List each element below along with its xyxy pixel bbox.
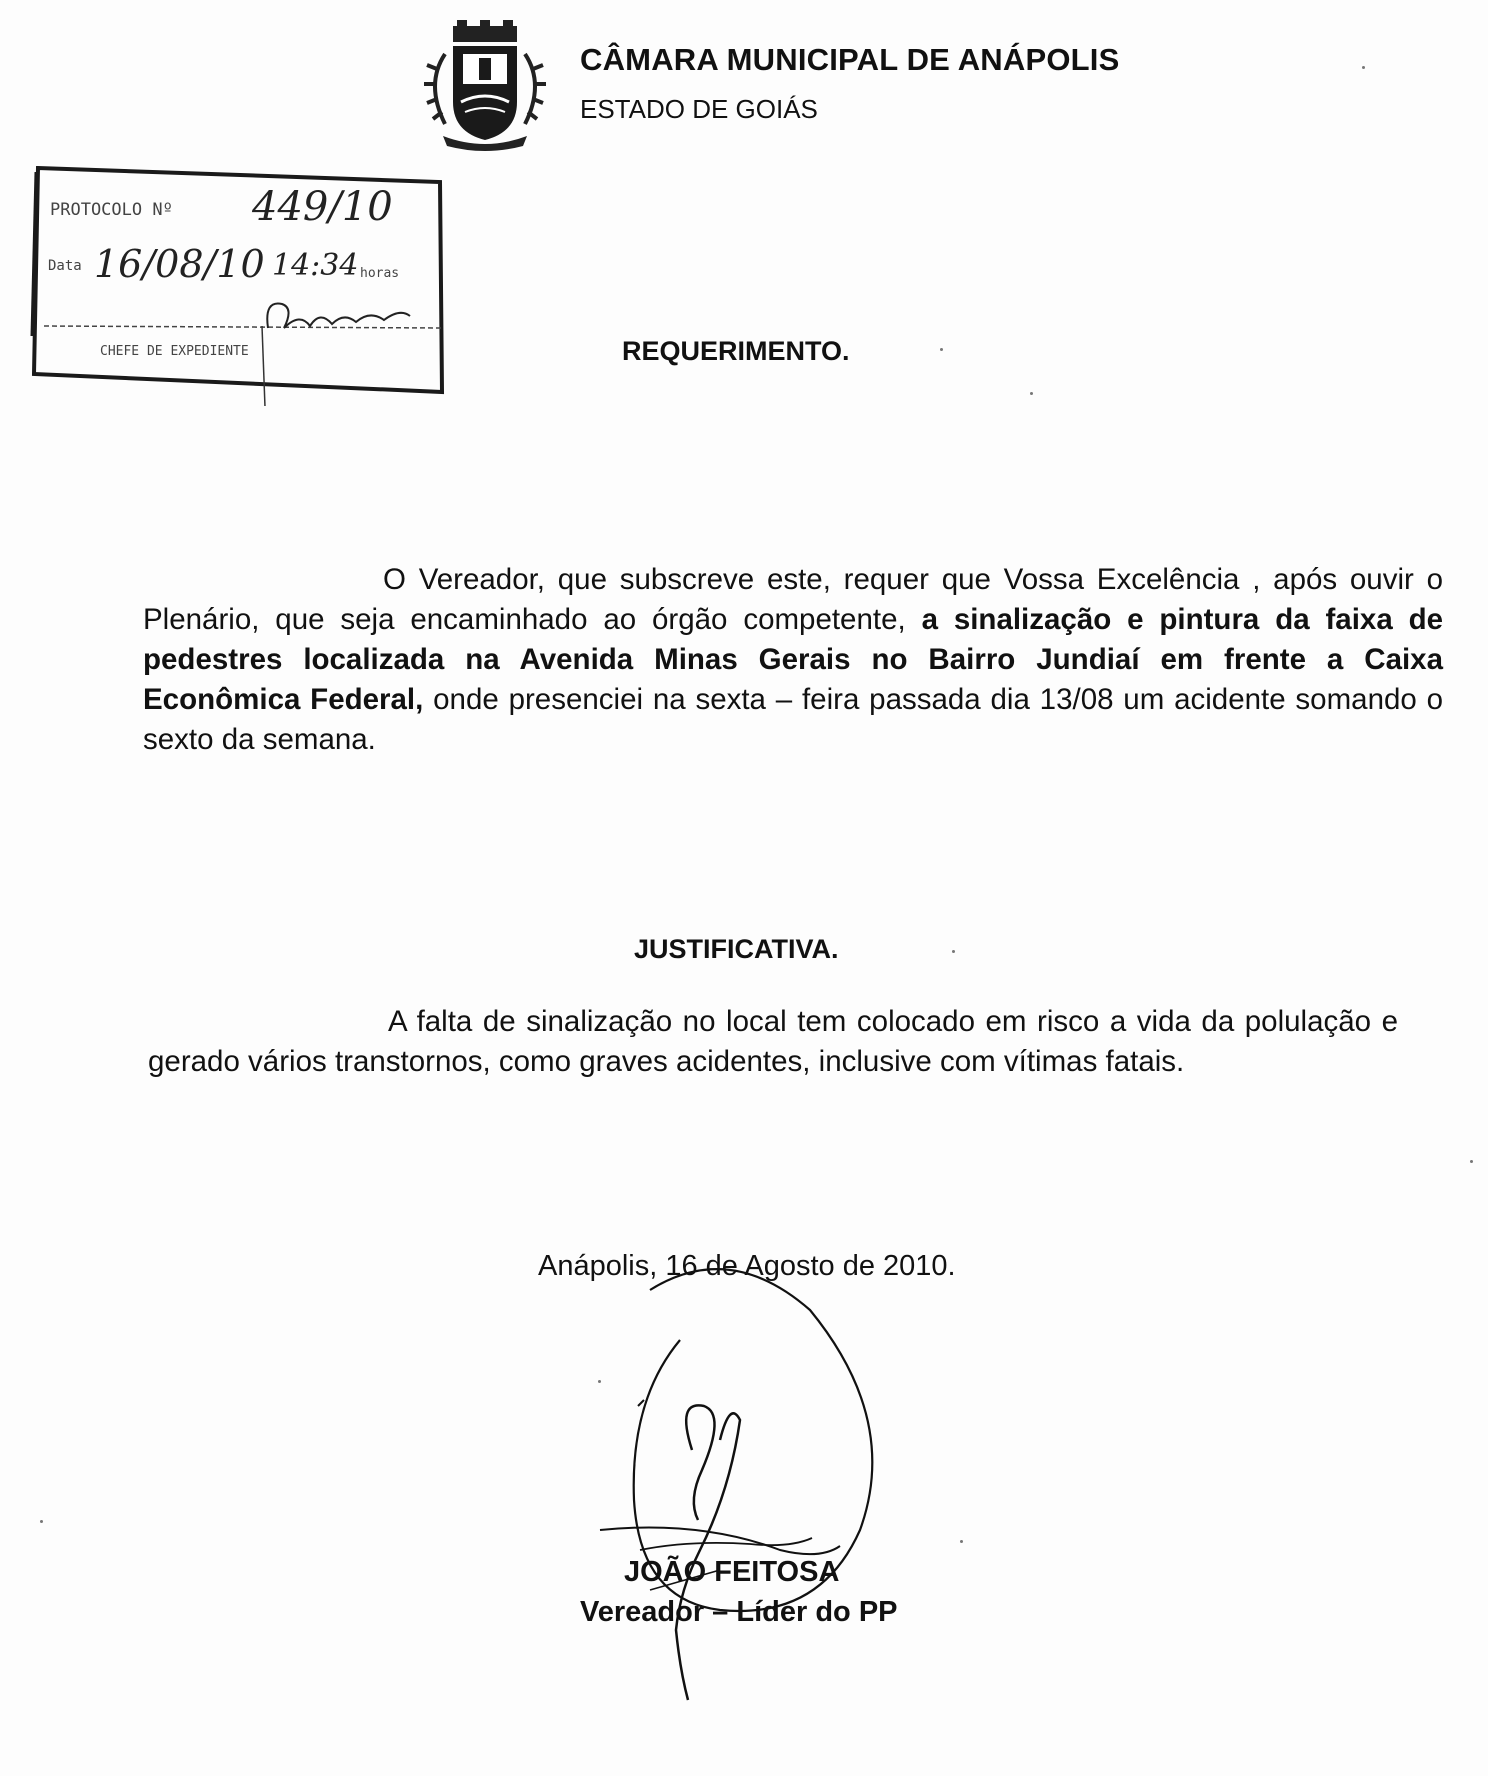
justification-text: A falta de sinalização no local tem colocado em risco a vida da polulação e gerado vários transtornos, como graves acidentes, inclusive com vítimas fatais. (148, 1005, 1398, 1078)
institution-subtitle: ESTADO DE GOIÁS (580, 94, 818, 124)
scan-speck (40, 1520, 43, 1523)
stamp-protocol-label: PROTOCOLO Nº (50, 200, 173, 220)
request-text-closing: onde presenciei na sexta – feira passada dia 13/08 um acidente somando o sexto da semana. (143, 683, 1443, 756)
signer-name: JOÃO FEITOSA (624, 1556, 840, 1588)
stamp-footer-label: CHEFE DE EXPEDIENTE (100, 344, 249, 359)
handwritten-signature (580, 1250, 920, 1710)
document-title: REQUERIMENTO. (622, 336, 850, 366)
protocol-stamp (30, 166, 450, 406)
institution-title: CÂMARA MUNICIPAL DE ANÁPOLIS (580, 42, 1120, 77)
stamp-date-value: 16/08/10 (94, 242, 265, 286)
municipal-coat-of-arms-icon (415, 14, 555, 154)
stamp-time-value: 14:34 (272, 248, 359, 283)
scan-speck (1470, 1160, 1473, 1163)
stamp-date-label: Data (48, 258, 82, 274)
stamp-initials-signature (260, 292, 440, 342)
request-text-intro: O Vereador, que subscreve este, requer que Vossa Excelência , após ouvir o Plenário, que seja encaminhado ao órgão competente, (143, 563, 1443, 636)
scan-speck (952, 950, 955, 953)
scan-speck (598, 1380, 601, 1383)
justification-title: JUSTIFICATIVA. (634, 934, 839, 964)
stamp-time-label: horas (360, 266, 400, 281)
stamp-protocol-number: 449/10 (252, 184, 393, 230)
scan-speck (960, 1540, 963, 1543)
scan-speck (1030, 392, 1033, 395)
place-date: Anápolis, 16 de Agosto de 2010. (538, 1250, 956, 1282)
scan-speck (1362, 66, 1365, 69)
justification-paragraph (148, 1002, 1398, 1082)
scan-speck (940, 348, 943, 351)
request-text-emphasis: a sinalização e pintura da faixa de pedestres localizada na Avenida Minas Gerais no Bairro Jundiaí em frente a Caixa Econômica Federal, (143, 603, 1444, 716)
signer-role: Vereador – Líder do PP (580, 1596, 898, 1628)
request-paragraph (143, 560, 1443, 760)
